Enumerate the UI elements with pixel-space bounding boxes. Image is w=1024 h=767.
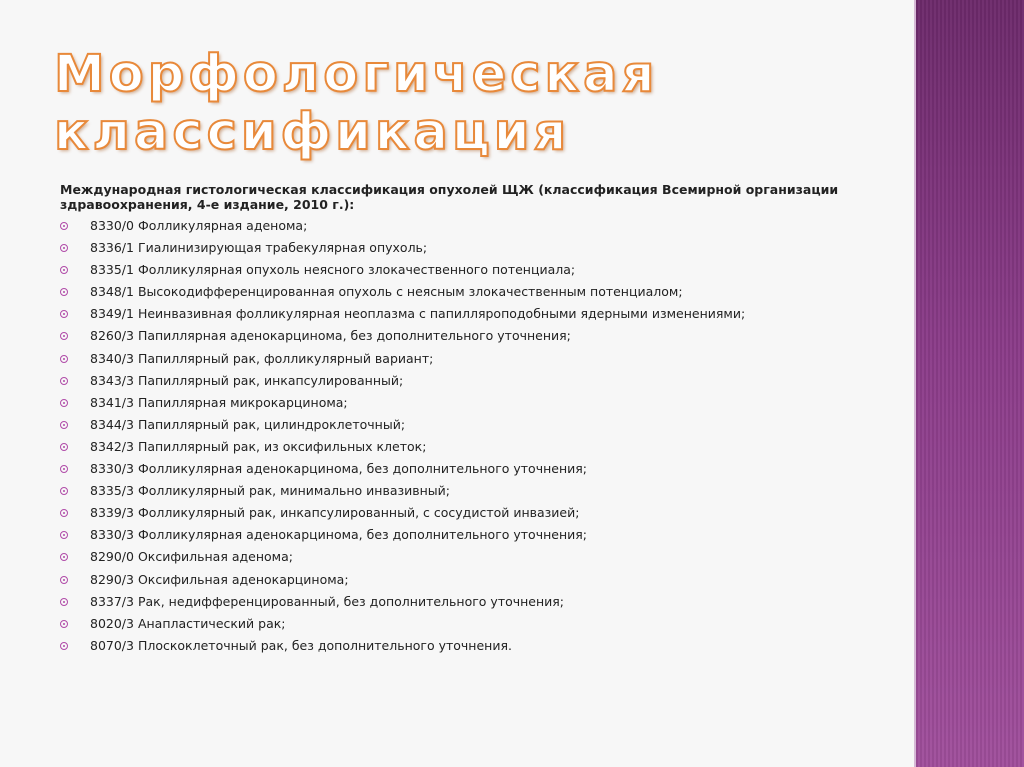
- circle-bullet-icon: [60, 598, 68, 606]
- list-item-text: 8070/3 Плоскоклеточный рак, без дополнительного уточнения.: [90, 637, 512, 653]
- list-item: [60, 237, 860, 259]
- list-item: [60, 259, 860, 281]
- list-item: [60, 414, 860, 436]
- list-item-text: 8330/0 Фолликулярная аденома;: [90, 218, 308, 233]
- list-item: [60, 480, 860, 502]
- list-item-text: 8335/3 Фолликулярный рак, минимально инвазивный;: [90, 483, 451, 499]
- circle-bullet-icon: [60, 310, 68, 318]
- list-item-text: 8260/3 Папиллярная аденокарцинома, без дополнительного уточнения;: [90, 328, 571, 344]
- list-item-text: 8337/3 Рак, недифференцированный, без дополнительного уточнения;: [90, 593, 565, 609]
- list-item-text: 8339/3 Фолликулярный рак, инкапсулированный, с сосудистой инвазией;: [90, 505, 580, 521]
- list-item-text: 8290/0 Оксифильная аденома;: [90, 549, 293, 565]
- circle-bullet-icon: [60, 443, 68, 451]
- list-item: [60, 281, 860, 303]
- circle-bullet-icon: [60, 332, 68, 340]
- title-line-1: Морфологическая: [54, 45, 659, 104]
- list-item-text: 8348/1 Высокодифференцированная опухоль с неясным злокачественным потенциалом;: [90, 284, 683, 300]
- circle-bullet-icon: [60, 377, 68, 385]
- circle-bullet-icon: [60, 355, 68, 363]
- list-item: [60, 436, 860, 458]
- list-item: [60, 569, 860, 591]
- circle-bullet-icon: [60, 244, 68, 252]
- circle-bullet-icon: [60, 266, 68, 274]
- list-item-text: 8335/1 Фолликулярная опухоль неясного злокачественного потенциала;: [90, 262, 576, 278]
- list-item-text: 8343/3 Папиллярный рак, инкапсулированный;: [90, 372, 404, 388]
- circle-bullet-icon: [60, 642, 68, 650]
- list-item: [60, 502, 860, 524]
- intro-text: Международная гистологическая классификация опухолей ЩЖ (классификация Всемирной организации здравоохранения, 4-е издание, 2010 г.):: [60, 182, 839, 212]
- list-item: [60, 215, 860, 237]
- list-item: [60, 348, 860, 370]
- circle-bullet-icon: [60, 531, 68, 539]
- circle-bullet-icon: [60, 288, 68, 296]
- list-item: [60, 325, 860, 347]
- list-item-text: 8330/3 Фолликулярная аденокарцинома, без дополнительного уточнения;: [90, 527, 587, 543]
- list-item-text: 8349/1 Неинвазивная фолликулярная неоплазма с папилляроподобными ядерными изменениями;: [90, 306, 746, 322]
- list-item: [60, 458, 860, 480]
- slide-body: [60, 182, 860, 657]
- list-item: [60, 524, 860, 546]
- classification-list: [60, 215, 860, 657]
- list-item-text: 8330/3 Фолликулярная аденокарцинома, без дополнительного уточнения;: [90, 461, 587, 477]
- list-item-text: 8341/3 Папиллярная микрокарцинома;: [90, 394, 348, 410]
- circle-bullet-icon: [60, 222, 68, 230]
- slide-title: [54, 46, 814, 162]
- list-item: [60, 370, 860, 392]
- circle-bullet-icon: [60, 553, 68, 561]
- list-item-text: 8342/3 Папиллярный рак, из оксифильных клеток;: [90, 438, 427, 454]
- circle-bullet-icon: [60, 399, 68, 407]
- circle-bullet-icon: [60, 509, 68, 517]
- list-item-text: 8290/3 Оксифильная аденокарцинома;: [90, 571, 349, 587]
- circle-bullet-icon: [60, 465, 68, 473]
- list-item-text: 8020/3 Анапластический рак;: [90, 615, 286, 631]
- list-item-text: 8336/1 Гиалинизирующая трабекулярная опухоль;: [90, 240, 428, 256]
- title-line-2: классификация: [54, 103, 571, 162]
- circle-bullet-icon: [60, 620, 68, 628]
- circle-bullet-icon: [60, 487, 68, 495]
- circle-bullet-icon: [60, 576, 68, 584]
- decorative-side-panel: [914, 0, 1024, 767]
- circle-bullet-icon: [60, 421, 68, 429]
- list-item: [60, 613, 860, 635]
- list-item-text: 8340/3 Папиллярный рак, фолликулярный вариант;: [90, 350, 434, 366]
- list-item: [60, 303, 860, 325]
- list-item: [60, 591, 860, 613]
- list-item: [60, 546, 860, 568]
- list-item: [60, 635, 860, 657]
- list-item: [60, 392, 860, 414]
- list-item-text: 8344/3 Папиллярный рак, цилиндроклеточный;: [90, 416, 406, 432]
